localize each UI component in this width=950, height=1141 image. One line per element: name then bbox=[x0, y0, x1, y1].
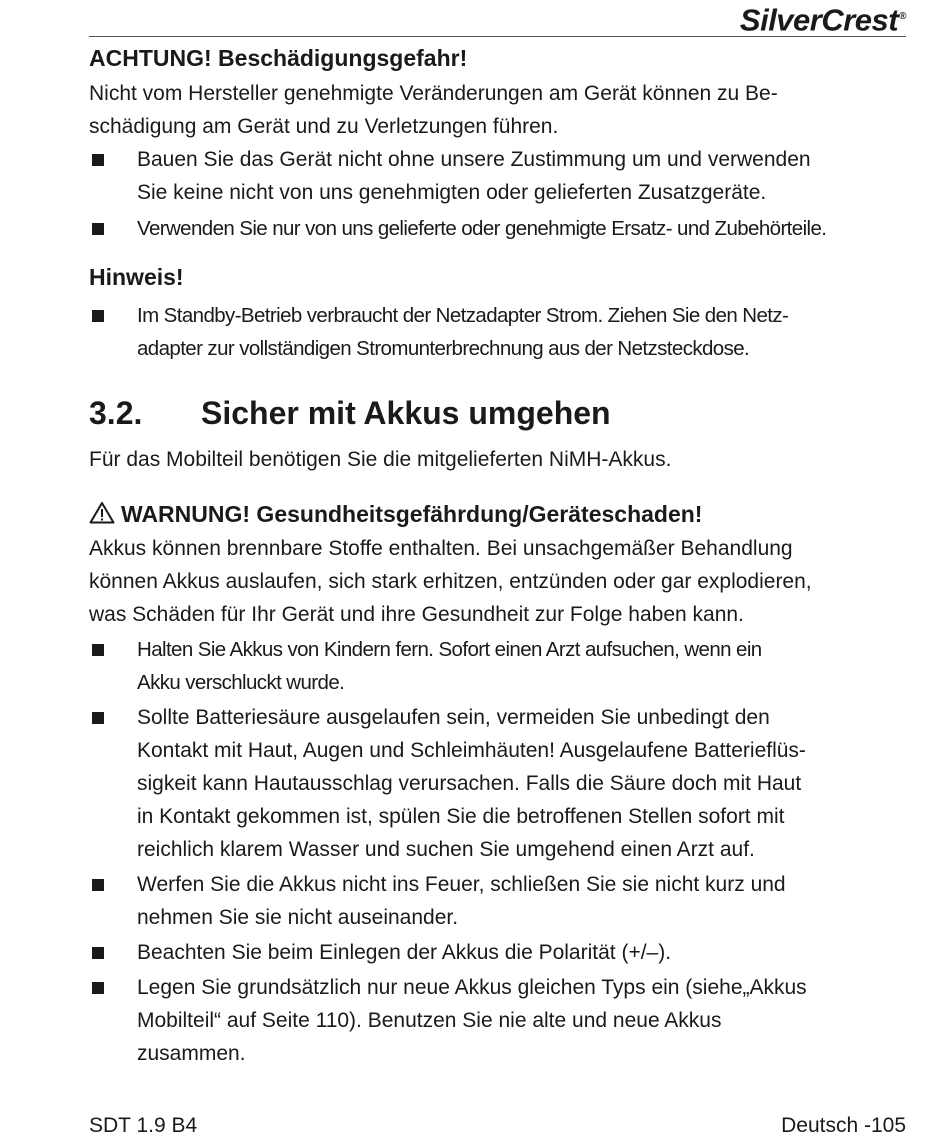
brand-name: SilverCrest bbox=[739, 2, 899, 38]
bullet-line: zusammen. bbox=[137, 1042, 246, 1065]
bullet-line: adapter zur vollständigen Stromunterbrechnung aus der Netzsteckdose. bbox=[137, 337, 750, 360]
bullet-square-icon bbox=[92, 154, 104, 166]
bullet-line: Werfen Sie die Akkus nicht ins Feuer, schließen Sie sie nicht kurz und bbox=[137, 873, 786, 896]
bullet-square-icon bbox=[92, 879, 104, 891]
bullet-square-icon bbox=[92, 644, 104, 656]
warning-intro-line: können Akkus auslaufen, sich stark erhitzen, entzünden oder gar explodieren, bbox=[89, 570, 812, 593]
bullet-line: in Kontakt gekommen ist, spülen Sie die betroffenen Stellen sofort mit bbox=[137, 805, 785, 828]
bullet-line: Bauen Sie das Gerät nicht ohne unsere Zustimmung um und verwenden bbox=[137, 148, 811, 171]
bullet-line: reichlich klarem Wasser und suchen Sie umgehend einen Arzt auf. bbox=[137, 838, 755, 861]
header-rule bbox=[89, 36, 906, 37]
bullet-line: Sollte Batteriesäure ausgelaufen sein, vermeiden Sie unbedingt den bbox=[137, 706, 770, 729]
section-title: Sicher mit Akkus umgehen bbox=[201, 395, 611, 431]
bullet-item bbox=[89, 936, 909, 969]
section-heading bbox=[89, 391, 909, 435]
section-block bbox=[89, 391, 909, 476]
bullet-line: sigkeit kann Hautausschlag verursachen. Falls die Säure doch mit Haut bbox=[137, 772, 802, 795]
bullet-line: Halten Sie Akkus von Kindern fern. Sofort einen Arzt aufsuchen, wenn ein bbox=[137, 638, 762, 661]
warning-triangle-icon bbox=[89, 501, 115, 524]
warning-title: WARNUNG! Gesundheitsgefährdung/Geräteschaden! bbox=[121, 501, 703, 527]
bullet-square-icon bbox=[92, 310, 104, 322]
bullet-square-icon bbox=[92, 982, 104, 994]
warning-intro-line: was Schäden für Ihr Gerät und ihre Gesundheit zur Folge haben kann. bbox=[89, 603, 744, 626]
caution-intro-line: schädigung am Gerät und zu Verletzungen führen. bbox=[89, 115, 559, 138]
bullet-line: Kontakt mit Haut, Augen und Schleimhäuten! Ausgelaufene Batterieflüs- bbox=[137, 739, 806, 762]
bullet-square-icon bbox=[92, 223, 104, 235]
bullet-item bbox=[89, 212, 909, 245]
warning-intro-line: Akkus können brennbare Stoffe enthalten. Bei unsachgemäßer Behandlung bbox=[89, 537, 793, 560]
section-number: 3.2. bbox=[89, 395, 143, 431]
bullet-item bbox=[89, 868, 909, 934]
bullet-square-icon bbox=[92, 712, 104, 724]
footer-model: SDT 1.9 B4 bbox=[89, 1114, 198, 1137]
caution-intro-line: Nicht vom Hersteller genehmigte Veränderungen am Gerät können zu Be- bbox=[89, 82, 778, 105]
warning-title-row bbox=[89, 498, 909, 530]
bullet-item bbox=[89, 633, 909, 699]
note-title: Hinweis! bbox=[89, 264, 184, 290]
bullet-square-icon bbox=[92, 947, 104, 959]
bullet-line: Im Standby-Betrieb verbraucht der Netzadapter Strom. Ziehen Sie den Netz- bbox=[137, 304, 789, 327]
bullet-line: Verwenden Sie nur von uns gelieferte oder genehmigte Ersatz- und Zubehörteile. bbox=[137, 217, 827, 240]
footer-page-number: Deutsch -105 bbox=[781, 1114, 906, 1137]
bullet-line: Mobilteil“ auf Seite 110). Benutzen Sie nie alte und neue Akkus bbox=[137, 1009, 722, 1032]
bullet-item bbox=[89, 701, 909, 866]
section-intro: Für das Mobilteil benötigen Sie die mitgelieferten NiMH-Akkus. bbox=[89, 448, 672, 471]
brand-logo bbox=[740, 0, 906, 37]
caution-block bbox=[89, 42, 909, 245]
bullet-line: Sie keine nicht von uns genehmigten oder gelieferten Zusatzgeräte. bbox=[137, 181, 767, 204]
caution-title: ACHTUNG! Beschädigungsgefahr! bbox=[89, 45, 468, 71]
bullet-item bbox=[89, 299, 909, 365]
registered-mark: ® bbox=[899, 11, 906, 22]
bullet-item bbox=[89, 143, 909, 209]
bullet-line: Beachten Sie beim Einlegen der Akkus die Polarität (+/–). bbox=[137, 941, 672, 964]
note-block bbox=[89, 261, 909, 365]
bullet-item bbox=[89, 971, 909, 1070]
warning-block bbox=[89, 498, 909, 1070]
page-content bbox=[89, 40, 909, 1070]
bullet-line: Legen Sie grundsätzlich nur neue Akkus gleichen Typs ein (siehe„Akkus bbox=[137, 976, 807, 999]
bullet-line: nehmen Sie sie nicht auseinander. bbox=[137, 906, 459, 929]
bullet-line: Akku verschluckt wurde. bbox=[137, 671, 345, 694]
